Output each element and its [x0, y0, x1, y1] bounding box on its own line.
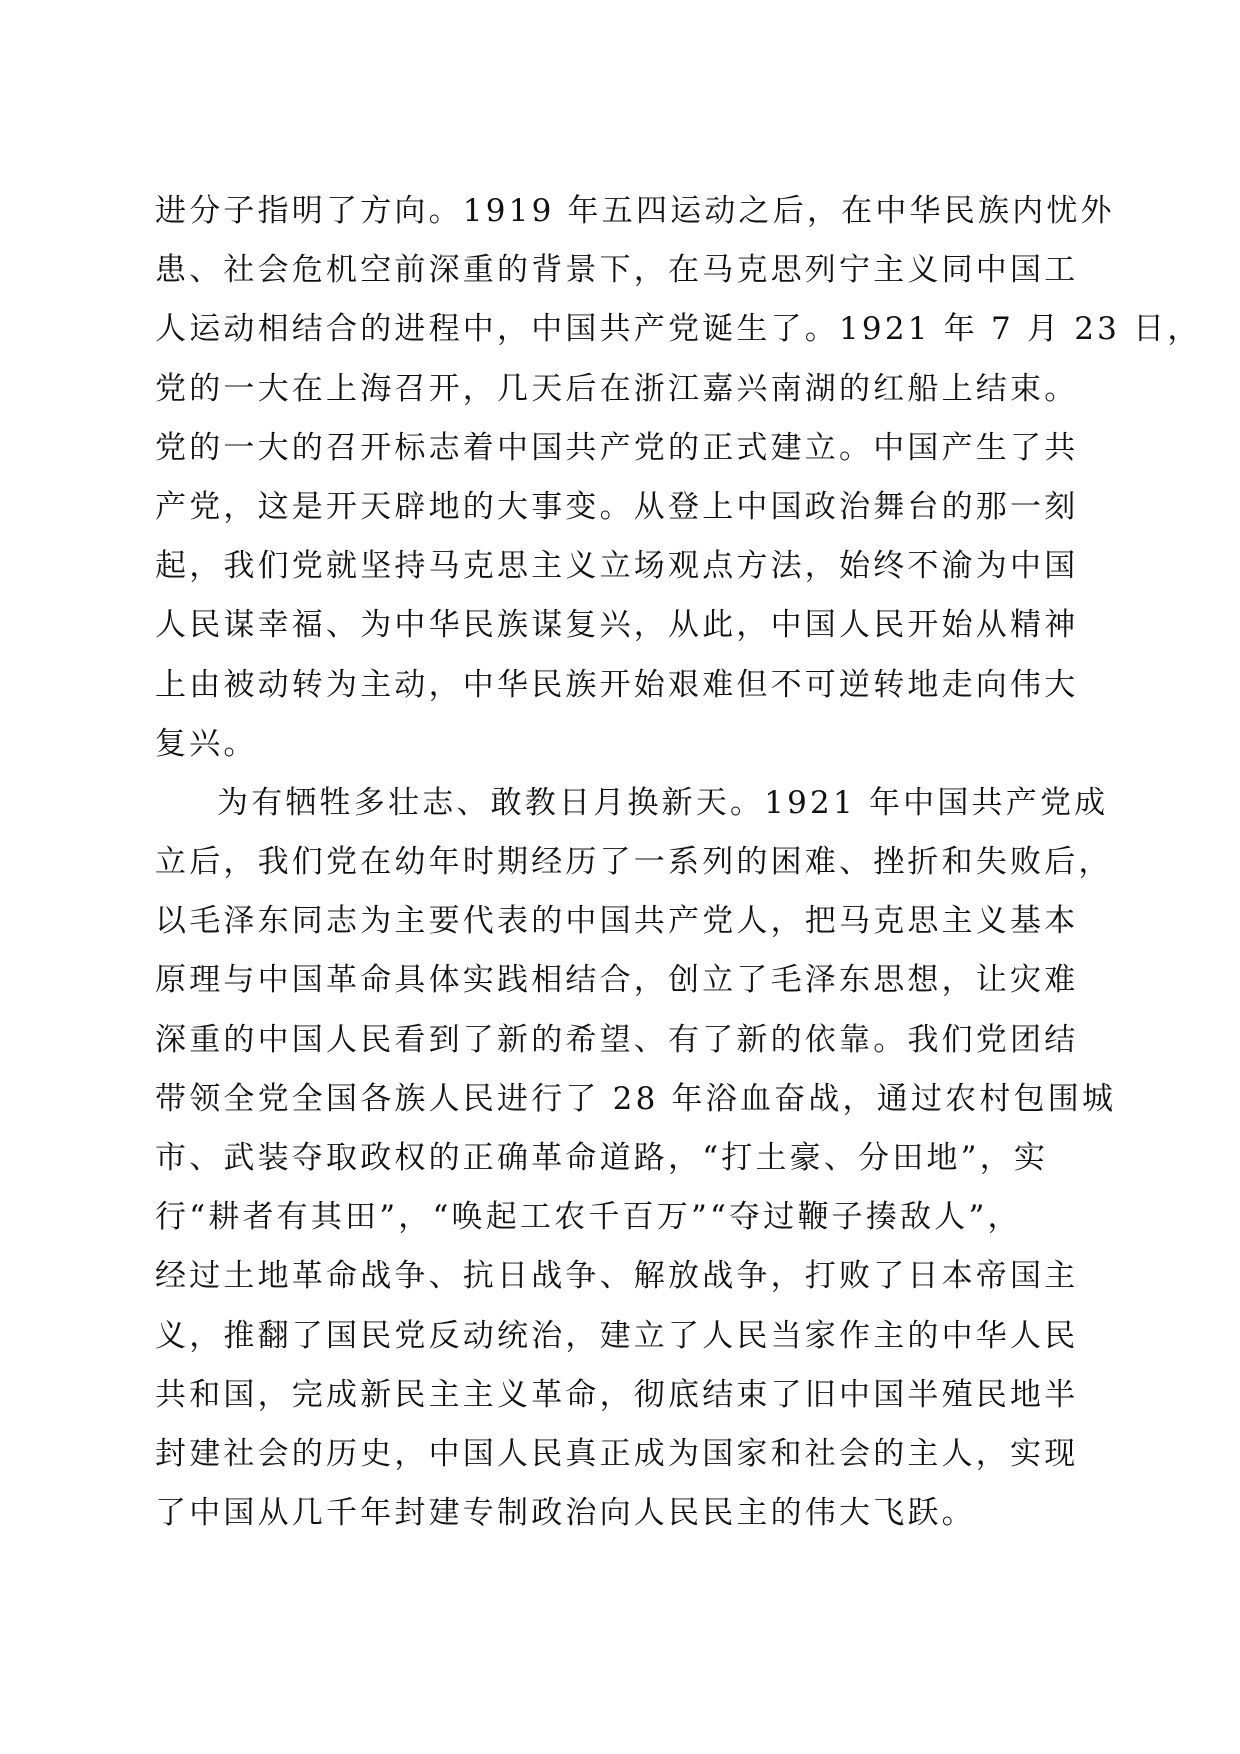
text-line: 党的一大在上海召开，几天后在浙江嘉兴南湖的红船上结束。 [155, 370, 1079, 407]
text-line: 上由被动转为主动，中华民族开始艰难但不可逆转地走向伟大 [155, 666, 1079, 703]
paragraph-start-line: 为有牺牲多壮志、敢教日月换新天。1921 年中国共产党成 [217, 784, 1109, 821]
text-line: 产党，这是开天辟地的大事变。从登上中国政治舞台的那一刻 [155, 488, 1079, 525]
text-line: 经过土地革命战争、抗日战争、解放战争，打败了日本帝国主 [155, 1258, 1079, 1295]
text-line: 带领全党全国各族人民进行了 28 年浴血奋战，通过农村包围城 [155, 1080, 1117, 1117]
text-line: 患、社会危机空前深重的背景下，在马克思列宁主义同中国工 [155, 252, 1079, 289]
text-line: 人运动相结合的进程中，中国共产党诞生了。1921 年 7 月 23 日， [155, 311, 1202, 348]
text-line: 深重的中国人民看到了新的希望、有了新的依靠。我们党团结 [155, 1021, 1079, 1058]
text-line: 立后，我们党在幼年时期经历了一系列的困难、挫折和失败后， [155, 844, 1113, 881]
text-line: 行“耕者有其田”，“唤起工农千百万”“夺过鞭子揍敌人”， [155, 1199, 1022, 1236]
document-body [155, 182, 1202, 1543]
text-line: 党的一大的召开标志着中国共产党的正式建立。中国产生了共 [155, 429, 1079, 466]
text-line: 市、武装夺取政权的正确革命道路，“打土豪、分田地”，实 [155, 1140, 1049, 1176]
text-line: 以毛泽东同志为主要代表的中国共产党人，把马克思主义基本 [155, 903, 1079, 940]
text-line: 人民谋幸福、为中华民族谋复兴，从此，中国人民开始从精神 [155, 607, 1079, 644]
text-line: 进分子指明了方向。1919 年五四运动之后，在中华民族内忧外 [155, 193, 1115, 229]
text-line: 原理与中国革命具体实践相结合，创立了毛泽东思想，让灾难 [155, 962, 1079, 999]
text-line: 复兴。 [155, 725, 258, 762]
text-line: 共和国，完成新民主主义革命，彻底结束了旧中国半殖民地半 [155, 1376, 1079, 1413]
text-line: 义，推翻了国民党反动统治，建立了人民当家作主的中华人民 [155, 1317, 1079, 1354]
text-line: 了中国从几千年封建专制政治向人民民主的伟大飞跃。 [155, 1495, 976, 1532]
text-line: 封建社会的历史，中国人民真正成为国家和社会的主人，实现 [155, 1435, 1079, 1472]
text-line: 起，我们党就坚持马克思主义立场观点方法，始终不渝为中国 [155, 548, 1079, 585]
